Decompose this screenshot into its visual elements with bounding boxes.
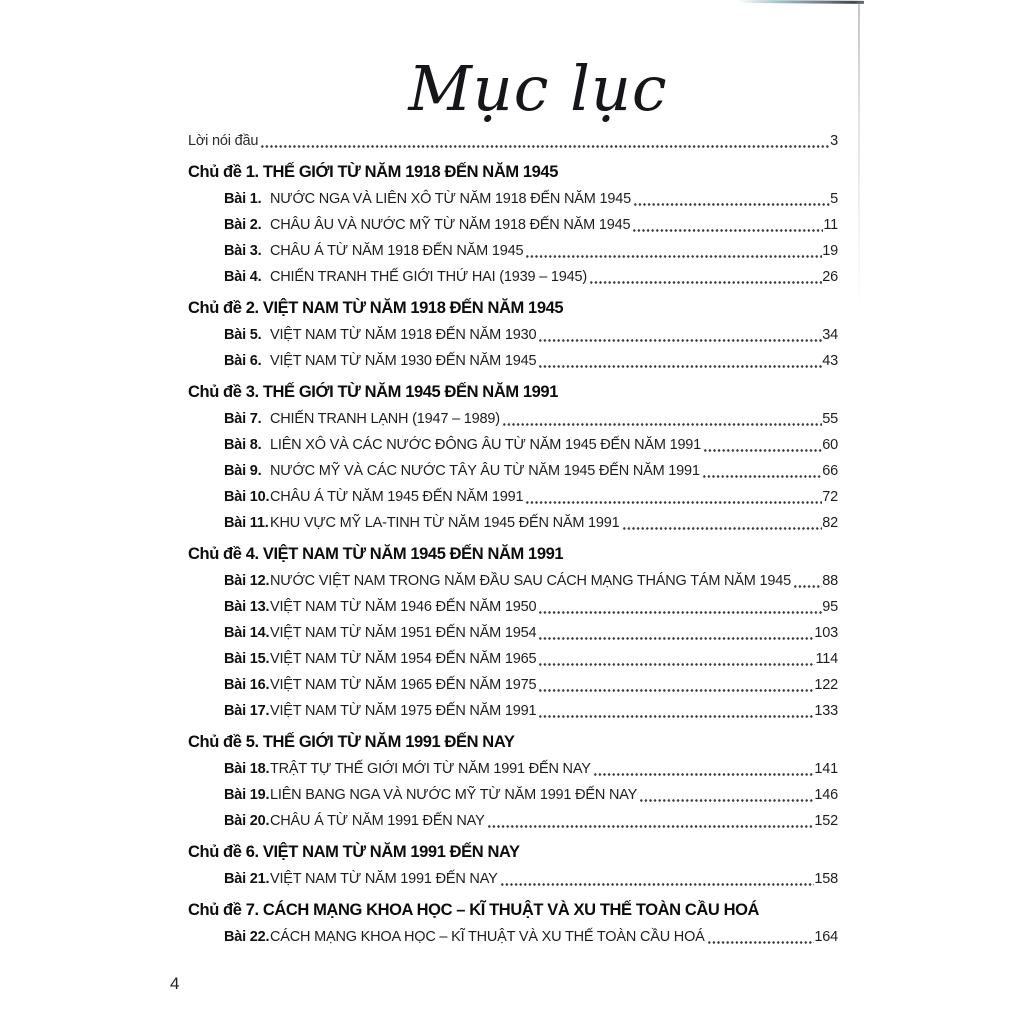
page-ref: 152: [814, 813, 838, 829]
toc-entry-intro: [188, 128, 838, 154]
toc-entry: [188, 620, 838, 646]
toc-entry: [188, 212, 838, 238]
toc-entry: [188, 594, 838, 620]
toc-sections: [188, 159, 838, 950]
lesson-title: VIỆT NAM TỪ NĂM 1954 ĐẾN NĂM 1965: [270, 651, 537, 667]
page-ref: 34: [822, 327, 838, 343]
lesson-title: LIÊN BANG NGA VÀ NƯỚC MỸ TỪ NĂM 1991 ĐẾN NAY: [270, 787, 638, 803]
page-ref: 88: [822, 573, 838, 589]
lesson-title: KHU VỰC MỸ LA-TINH TỪ NĂM 1945 ĐẾN NĂM 1991: [270, 515, 620, 531]
lesson-number: Bài 21.: [224, 871, 270, 887]
toc-entry: [188, 646, 838, 672]
lesson-number: Bài 12.: [224, 573, 270, 589]
toc-section-heading: Chủ đề 4. VIỆT NAM TỪ NĂM 1945 ĐẾN NĂM 1991: [188, 545, 564, 563]
page-ref: 103: [814, 625, 838, 641]
page-ref: 122: [814, 677, 838, 693]
toc-entry: [188, 432, 838, 458]
lesson-title: CHÂU Á TỪ NĂM 1918 ĐẾN NĂM 1945: [270, 243, 524, 259]
lesson-number: Bài 11.: [224, 515, 269, 531]
toc-entry: [188, 348, 838, 374]
lesson-number: Bài 18.: [224, 761, 270, 777]
page-ref: 95: [822, 599, 838, 615]
page-ref: 133: [814, 703, 838, 719]
lesson-title: VIỆT NAM TỪ NĂM 1951 ĐẾN NĂM 1954: [270, 625, 537, 641]
lesson-number: Bài 22.: [224, 929, 270, 945]
lesson-number: Bài 19.: [224, 787, 270, 803]
toc-section-heading: Chủ đề 2. VIỆT NAM TỪ NĂM 1918 ĐẾN NĂM 1945: [188, 299, 564, 317]
dot-leader: [702, 458, 823, 484]
toc-entry: [188, 756, 838, 782]
page-ref: 26: [822, 269, 838, 285]
toc-entry: [188, 510, 838, 536]
page-ref: 141: [814, 761, 838, 777]
toc-entry: [188, 238, 838, 264]
intro-label: Lời nói đầu: [188, 133, 259, 149]
lesson-number: Bài 1.: [224, 191, 262, 207]
page-ref: 11: [823, 217, 838, 233]
lesson-number: Bài 8.: [224, 437, 262, 453]
toc-entry: [188, 322, 838, 348]
lesson-number: Bài 4.: [224, 269, 262, 285]
lesson-number: Bài 13.: [224, 599, 270, 615]
lesson-number: Bài 6.: [224, 353, 262, 369]
lesson-number: Bài 3.: [224, 243, 262, 259]
dot-leader: [502, 406, 822, 432]
lesson-title: VIỆT NAM TỪ NĂM 1946 ĐẾN NĂM 1950: [270, 599, 537, 615]
dot-leader: [525, 238, 822, 264]
toc-section-heading: Chủ đề 6. VIỆT NAM TỪ NĂM 1991 ĐẾN NAY: [188, 843, 520, 861]
toc-entry: [188, 672, 838, 698]
page-ref: 43: [822, 353, 838, 369]
photo-edge-artifact: [738, 0, 864, 4]
toc-entry: [188, 924, 838, 950]
toc-entry: [188, 698, 838, 724]
lesson-number: Bài 7.: [224, 411, 262, 427]
dot-leader: [633, 186, 830, 212]
toc-entry: [188, 782, 838, 808]
lesson-number: Bài 17.: [224, 703, 270, 719]
page-number: 4: [170, 974, 180, 993]
page-ref: 158: [814, 871, 838, 887]
toc-entry: [188, 186, 838, 212]
page-title: Mục lục: [408, 52, 668, 125]
lesson-title: VIỆT NAM TỪ NĂM 1918 ĐẾN NĂM 1930: [270, 327, 537, 343]
toc-section-heading: Chủ đề 3. THẾ GIỚI TỪ NĂM 1945 ĐẾN NĂM 1991: [188, 383, 558, 401]
dot-leader: [538, 348, 822, 374]
dot-leader: [632, 212, 823, 238]
dot-leader: [538, 646, 815, 672]
dot-leader: [538, 594, 822, 620]
page-edge-shadow: [858, 2, 860, 312]
page-ref: 72: [822, 489, 838, 505]
lesson-title: LIÊN XÔ VÀ CÁC NƯỚC ĐÔNG ÂU TỪ NĂM 1945 ĐẾN NĂM 1991: [270, 437, 702, 453]
dot-leader: [487, 808, 815, 834]
page-ref: 146: [814, 787, 838, 803]
dot-leader: [538, 620, 814, 646]
toc-entry: [188, 808, 838, 834]
page-ref: 66: [822, 463, 838, 479]
page-ref: 19: [822, 243, 838, 259]
lesson-title: CHIẾN TRANH LẠNH (1947 – 1989): [270, 411, 500, 427]
lesson-title: NƯỚC MỸ VÀ CÁC NƯỚC TÂY ÂU TỪ NĂM 1945 ĐẾN NĂM 1991: [270, 463, 700, 479]
dot-leader: [593, 756, 815, 782]
dot-leader: [538, 322, 822, 348]
lesson-title: CHÂU Á TỪ NĂM 1991 ĐẾN NAY: [270, 813, 485, 829]
dot-leader: [793, 568, 822, 594]
lesson-number: Bài 14.: [224, 625, 270, 641]
lesson-title: CHIẾN TRANH THẾ GIỚI THỨ HAI (1939 – 1945): [270, 269, 587, 285]
lesson-number: Bài 2.: [224, 217, 262, 233]
page-ref: 114: [815, 651, 838, 667]
dot-leader: [538, 698, 814, 724]
page-ref: 82: [822, 515, 838, 531]
lesson-number: Bài 20.: [224, 813, 270, 829]
table-of-contents: [188, 128, 838, 950]
lesson-title: CÁCH MẠNG KHOA HỌC – KĨ THUẬT VÀ XU THẾ TOÀN CẦU HOÁ: [270, 929, 705, 945]
dot-leader: [500, 866, 815, 892]
dot-leader: [707, 924, 815, 950]
toc-entry: [188, 568, 838, 594]
toc-section-heading: Chủ đề 1. THẾ GIỚI TỪ NĂM 1918 ĐẾN NĂM 1945: [188, 163, 558, 181]
dot-leader: [622, 510, 823, 536]
dot-leader: [703, 432, 822, 458]
toc-section-heading: Chủ đề 5. THẾ GIỚI TỪ NĂM 1991 ĐẾN NAY: [188, 733, 515, 751]
toc-entry: [188, 458, 838, 484]
lesson-number: Bài 5.: [224, 327, 262, 343]
dot-leader: [538, 672, 814, 698]
toc-entry: [188, 484, 838, 510]
lesson-title: VIỆT NAM TỪ NĂM 1991 ĐẾN NAY: [270, 871, 498, 887]
page-ref: 164: [814, 929, 838, 945]
toc-entry: [188, 406, 838, 432]
page-ref: 3: [830, 133, 838, 149]
lesson-title: CHÂU ÂU VÀ NƯỚC MỸ TỪ NĂM 1918 ĐẾN NĂM 1945: [270, 217, 631, 233]
toc-entry: [188, 866, 838, 892]
toc-section-heading: Chủ đề 7. CÁCH MẠNG KHOA HỌC – KĨ THUẬT VÀ XU THẾ TOÀN CẦU HOÁ: [188, 901, 760, 919]
lesson-title: NƯỚC VIỆT NAM TRONG NĂM ĐẦU SAU CÁCH MẠNG THÁNG TÁM NĂM 1945: [270, 573, 791, 589]
toc-entry: [188, 264, 838, 290]
lesson-title: NƯỚC NGA VÀ LIÊN XÔ TỪ NĂM 1918 ĐẾN NĂM 1945: [270, 191, 631, 207]
dot-leader: [639, 782, 814, 808]
lesson-number: Bài 16.: [224, 677, 270, 693]
lesson-number: Bài 10.: [224, 489, 270, 505]
lesson-title: TRẬT TỰ THẾ GIỚI MỚI TỪ NĂM 1991 ĐẾN NAY: [270, 761, 591, 777]
page-ref: 5: [830, 191, 838, 207]
lesson-number: Bài 9.: [224, 463, 262, 479]
dot-leader: [525, 484, 822, 510]
dot-leader: [589, 264, 822, 290]
lesson-title: VIỆT NAM TỪ NĂM 1975 ĐẾN NĂM 1991: [270, 703, 537, 719]
page-ref: 55: [822, 411, 838, 427]
lesson-number: Bài 15.: [224, 651, 270, 667]
page-ref: 60: [822, 437, 838, 453]
lesson-title: VIỆT NAM TỪ NĂM 1930 ĐẾN NĂM 1945: [270, 353, 537, 369]
lesson-title: CHÂU Á TỪ NĂM 1945 ĐẾN NĂM 1991: [270, 489, 524, 505]
lesson-title: VIỆT NAM TỪ NĂM 1965 ĐẾN NĂM 1975: [270, 677, 537, 693]
dot-leader: [260, 128, 830, 154]
